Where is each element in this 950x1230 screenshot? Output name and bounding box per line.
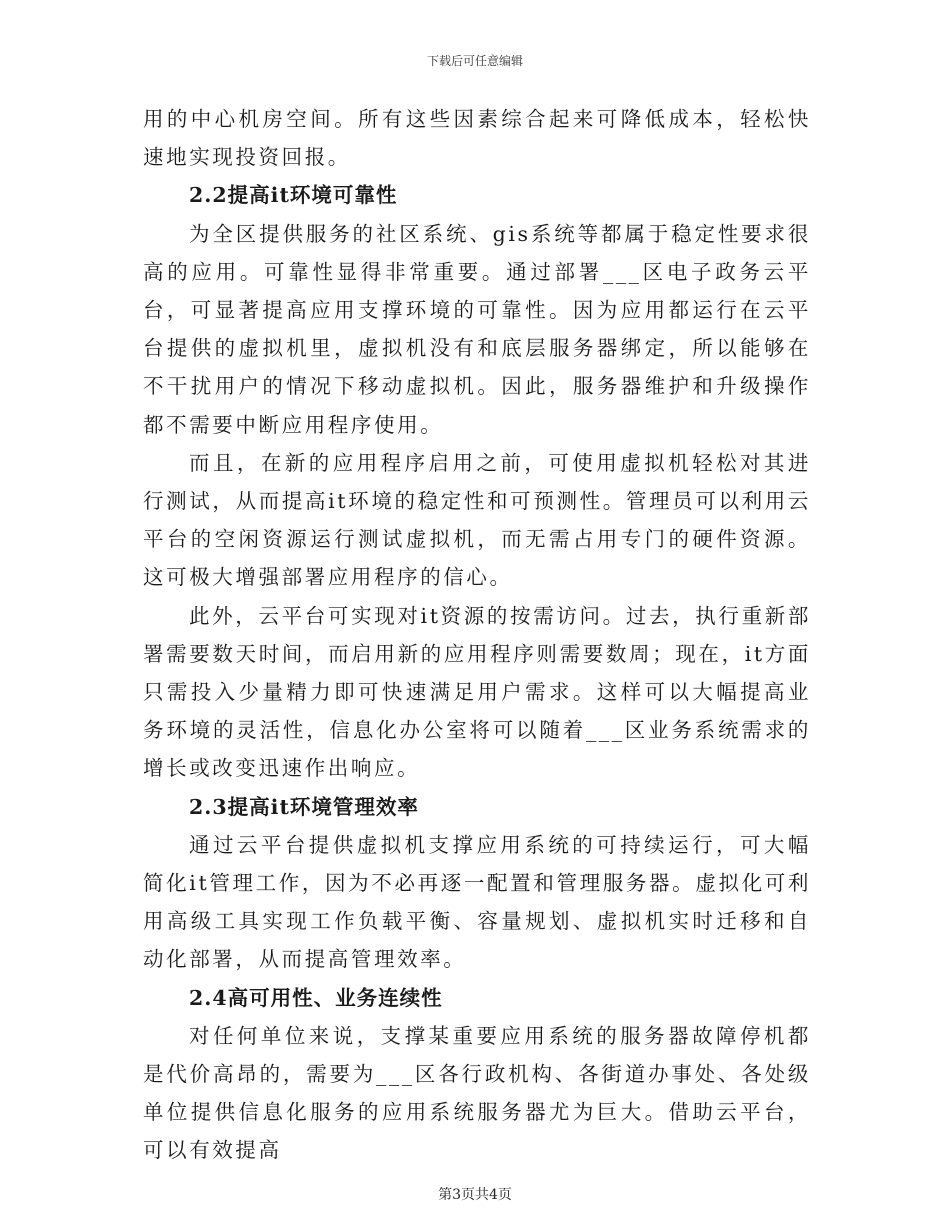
document-body xyxy=(143,100,811,1170)
page-header: 下载后可任意编辑 xyxy=(426,54,523,68)
page-number-footer: 第3页共4页 xyxy=(438,1187,512,1203)
paragraph-management-efficiency: 通过云平台提供虚拟机支撑应用系统的可持续运行，可大幅简化it管理工作，因为不必再逐一配置和管理服务器。虚拟化可利用高级工具实现工作负载平衡、容量规划、虚拟机实时迁移和自动化部署，从而提高管理效率。 xyxy=(143,832,811,972)
paragraph-testing: 而且，在新的应用程序启用之前，可使用虚拟机轻松对其进行测试，从而提高it环境的稳定性和可预测性。管理员可以利用云平台的空闲资源运行测试虚拟机，而无需占用专门的硬件资源。这可极大增强部署应用程序的信心。 xyxy=(143,450,811,590)
section-heading-2-2: 2.2提高it环境可靠性 xyxy=(189,183,398,208)
paragraph-intro-continuation: 用的中心机房空间。所有这些因素综合起来可降低成本，轻松快速地实现投资回报。 xyxy=(143,107,811,170)
paragraph-availability: 对任何单位来说，支撑某重要应用系统的服务器故障停机都是代价高昂的，需要为___区各行政机构、各街道办事处、各处级单位提供信息化服务的应用系统服务器尤为巨大。借助云平台，可以有效提高 xyxy=(143,1023,811,1163)
section-heading-2-4: 2.4高可用性、业务连续性 xyxy=(189,985,443,1010)
section-heading-2-3: 2.3提高it环境管理效率 xyxy=(189,794,419,819)
paragraph-on-demand: 此外，云平台可实现对it资源的按需访问。过去，执行重新部署需要数天时间，而启用新的应用程序则需要数周；现在，it方面只需投入少量精力即可快速满足用户需求。这样可以大幅提高业务环境的灵活性，信息化办公室将可以随着___区业务系统需求的增长或改变迅速作出响应。 xyxy=(143,603,811,781)
paragraph-reliability: 为全区提供服务的社区系统、gis系统等都属于稳定性要求很高的应用。可靠性显得非常重要。通过部署___区电子政务云平台，可显著提高应用支撑环境的可靠性。因为应用都运行在云平台提供的虚拟机里，虚拟机没有和底层服务器绑定，所以能够在不干扰用户的情况下移动虚拟机。因此，服务器维护和升级操作都不需要中断应用程序使用。 xyxy=(143,221,811,437)
